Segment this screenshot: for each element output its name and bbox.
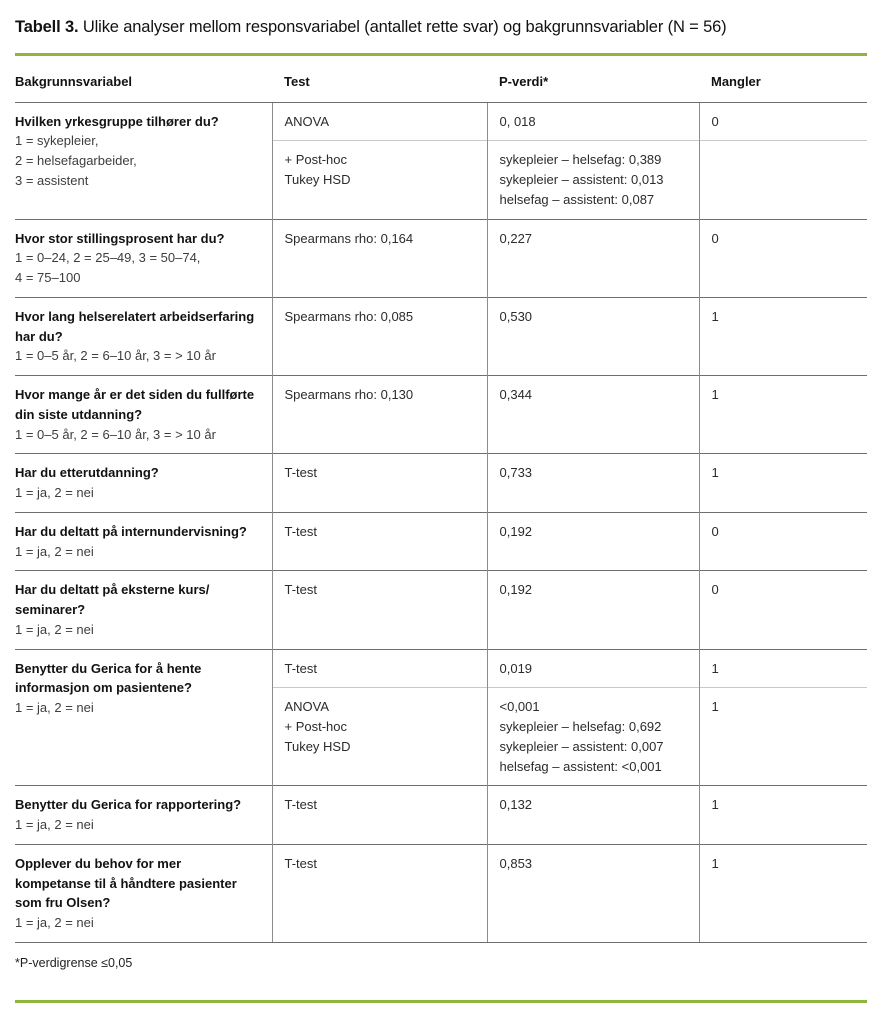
- cell-test: [272, 376, 487, 454]
- test-line: ANOVA: [284, 113, 330, 129]
- accent-rule-bottom: [15, 1000, 867, 1003]
- test-line: + Post-hoc: [284, 719, 348, 735]
- column-header-test: Test: [284, 73, 310, 89]
- cell-test: [272, 688, 487, 786]
- cell-variable: [15, 571, 272, 649]
- column-header-pvalue: P-verdi*: [499, 73, 549, 89]
- test-line: T-test: [284, 465, 318, 481]
- table-row: [15, 102, 867, 141]
- column-header-missing: Mangler: [711, 73, 761, 89]
- caption-label: Tabell 3.: [15, 18, 79, 36]
- pvalue-line: 0,530: [499, 308, 533, 324]
- cell-variable: [15, 786, 272, 845]
- question-title: Opplever du behov for mer kompetanse til å håndtere pasienter som fru Olsen?: [15, 855, 237, 911]
- cell-pvalue: [487, 102, 699, 141]
- code-line: 1 = ja, 2 = nei: [15, 543, 94, 559]
- test-line: Tukey HSD: [284, 738, 351, 754]
- pvalue-line: 0,192: [499, 582, 533, 598]
- code-line: 1 = sykepleier,: [15, 133, 99, 149]
- cell-variable: [15, 297, 272, 375]
- question-codes: [15, 698, 258, 718]
- question-codes: [15, 131, 258, 190]
- question-codes: [15, 346, 258, 366]
- cell-missing: 1: [699, 454, 867, 513]
- cell-variable: [15, 844, 272, 942]
- question-title: Hvor mange år er det siden du fullførte din siste utdanning?: [15, 387, 255, 422]
- pvalue-line: helsefag – assistent: 0,087: [499, 191, 655, 207]
- table-head: [15, 74, 867, 103]
- question-title: Hvor lang helserelatert arbeidserfaring har du?: [15, 308, 255, 344]
- cell-test: [272, 512, 487, 571]
- test-line: Spearmans rho: 0,130: [284, 387, 414, 403]
- table-row: [15, 454, 867, 513]
- pvalue-line: helsefag – assistent: <0,001: [499, 758, 662, 774]
- test-line: + Post-hoc: [284, 152, 348, 168]
- test-line: ANOVA: [284, 699, 330, 715]
- question-title: Har du etterutdanning?: [15, 465, 159, 481]
- cell-test: [272, 454, 487, 513]
- code-line: 3 = assistent: [15, 172, 89, 188]
- cell-missing: 0: [699, 512, 867, 571]
- cell-missing: 1: [699, 297, 867, 375]
- test-line: Spearmans rho: 0,164: [284, 230, 414, 246]
- table-row: [15, 649, 867, 688]
- cell-pvalue: [487, 571, 699, 649]
- cell-variable: [15, 454, 272, 513]
- table-caption: [15, 0, 867, 38]
- pvalue-line: 0,733: [499, 465, 533, 481]
- question-codes: [15, 425, 258, 445]
- cell-variable: [15, 376, 272, 454]
- question-codes: [15, 815, 258, 835]
- header-row: [15, 74, 867, 103]
- cell-variable: [15, 512, 272, 571]
- pvalue-line: 0, 018: [499, 113, 536, 129]
- cell-pvalue: [487, 649, 699, 688]
- question-title: Hvilken yrkesgruppe tilhører du?: [15, 113, 219, 129]
- cell-pvalue: [487, 512, 699, 571]
- question-codes: [15, 542, 258, 562]
- code-line: 1 = 0–5 år, 2 = 6–10 år, 3 = > 10 år: [15, 348, 216, 364]
- cell-pvalue: [487, 376, 699, 454]
- pvalue-line: 0,227: [499, 230, 533, 246]
- code-line: 1 = ja, 2 = nei: [15, 485, 94, 501]
- cell-missing: 1: [699, 688, 867, 786]
- cell-missing: 0: [699, 571, 867, 649]
- cell-missing: 1: [699, 844, 867, 942]
- pvalue-line: 0,132: [499, 797, 533, 813]
- code-line: 4 = 75–100: [15, 270, 81, 286]
- question-codes: [15, 620, 258, 640]
- question-codes: [15, 248, 258, 288]
- cell-variable: [15, 219, 272, 297]
- pvalue-line: 0,019: [499, 660, 533, 676]
- cell-missing: 0: [699, 219, 867, 297]
- pvalue-line: sykepleier – assistent: 0,007: [499, 738, 664, 754]
- cell-variable: [15, 649, 272, 786]
- cell-test: [272, 141, 487, 219]
- question-codes: [15, 913, 258, 933]
- test-line: T-test: [284, 797, 318, 813]
- cell-test: [272, 571, 487, 649]
- cell-pvalue: [487, 786, 699, 845]
- table-row: [15, 512, 867, 571]
- code-line: 1 = ja, 2 = nei: [15, 621, 94, 637]
- cell-test: [272, 649, 487, 688]
- cell-test: [272, 219, 487, 297]
- column-header-variable: Bakgrunnsvariabel: [15, 73, 133, 89]
- question-title: Benytter du Gerica for å hente informasjon om pasientene?: [15, 660, 202, 696]
- pvalue-line: sykepleier – helsefag: 0,692: [499, 719, 662, 735]
- table-footnote: *P-verdigrense ≤0,05: [15, 955, 133, 970]
- test-line: T-test: [284, 855, 318, 871]
- question-title: Hvor stor stillingsprosent har du?: [15, 230, 225, 246]
- table-row: [15, 376, 867, 454]
- cell-missing: 1: [699, 786, 867, 845]
- cell-pvalue: [487, 688, 699, 786]
- table-row: [15, 297, 867, 375]
- pvalue-line: 0,344: [499, 387, 533, 403]
- code-line: 1 = ja, 2 = nei: [15, 915, 94, 931]
- code-line: 2 = helsefagarbeider,: [15, 153, 137, 169]
- cell-test: [272, 102, 487, 141]
- cell-pvalue: [487, 297, 699, 375]
- cell-pvalue: [487, 141, 699, 219]
- pvalue-line: sykepleier – assistent: 0,013: [499, 172, 664, 188]
- test-line: Tukey HSD: [284, 172, 351, 188]
- code-line: 1 = 0–5 år, 2 = 6–10 år, 3 = > 10 år: [15, 426, 216, 442]
- table-row: [15, 571, 867, 649]
- cell-missing: 0: [699, 102, 867, 141]
- cell-pvalue: [487, 454, 699, 513]
- cell-test: [272, 844, 487, 942]
- pvalue-line: 0,192: [499, 523, 533, 539]
- question-title: Benytter du Gerica for rapportering?: [15, 797, 242, 813]
- cell-test: [272, 786, 487, 845]
- cell-missing: 1: [699, 649, 867, 688]
- question-title: Har du deltatt på eksterne kurs/ seminarer?: [15, 582, 210, 618]
- cell-variable: [15, 102, 272, 219]
- test-line: T-test: [284, 660, 318, 676]
- code-line: 1 = 0–24, 2 = 25–49, 3 = 50–74,: [15, 250, 201, 266]
- analysis-table: [15, 74, 867, 943]
- table-row: [15, 786, 867, 845]
- caption-text: Ulike analyser mellom responsvariabel (antallet rette svar) og bakgrunnsvariabler (N = 56): [82, 18, 727, 36]
- pvalue-line: <0,001: [499, 699, 540, 715]
- cell-pvalue: [487, 219, 699, 297]
- accent-rule-top: [15, 53, 867, 56]
- code-line: 1 = ja, 2 = nei: [15, 817, 94, 833]
- question-codes: [15, 483, 258, 503]
- table-row: [15, 844, 867, 942]
- cell-pvalue: [487, 844, 699, 942]
- pvalue-line: 0,853: [499, 855, 533, 871]
- question-title: Har du deltatt på internundervisning?: [15, 523, 247, 539]
- cell-missing: [699, 141, 867, 219]
- pvalue-line: sykepleier – helsefag: 0,389: [499, 152, 662, 168]
- table-body: [15, 102, 867, 942]
- test-line: T-test: [284, 523, 318, 539]
- cell-missing: 1: [699, 376, 867, 454]
- test-line: Spearmans rho: 0,085: [284, 308, 414, 324]
- test-line: T-test: [284, 582, 318, 598]
- code-line: 1 = ja, 2 = nei: [15, 700, 94, 716]
- cell-test: [272, 297, 487, 375]
- table-row: [15, 219, 867, 297]
